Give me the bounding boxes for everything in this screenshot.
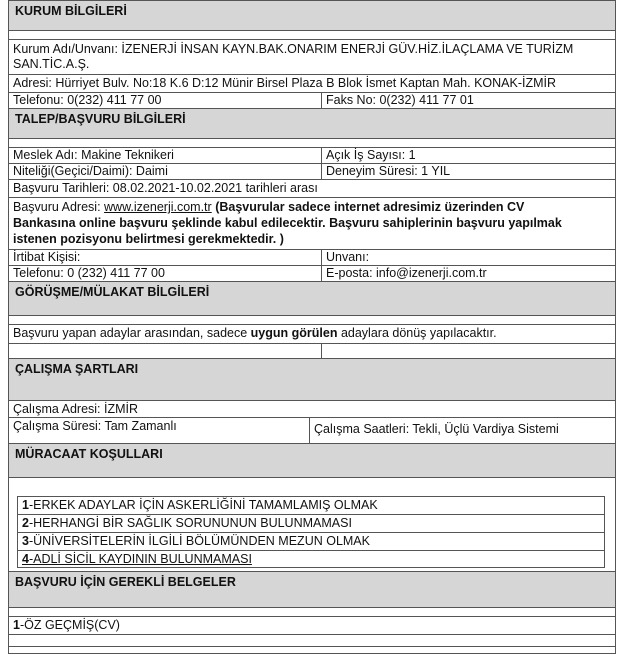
belge-num: 1 xyxy=(13,618,20,632)
calisma-suresi: Çalışma Süresi: Tam Zamanlı xyxy=(13,419,177,433)
kurum-name-row xyxy=(8,39,616,74)
calisma-adresi: Çalışma Adresi: İZMİR xyxy=(13,402,139,416)
spacer-row xyxy=(8,138,616,147)
kurum-phone-row xyxy=(8,92,616,108)
basvuru-adresi-label: Başvuru Adresi: xyxy=(13,200,101,214)
belge-text: -ÖZ GEÇMİŞ(CV) xyxy=(19,618,120,632)
irtibat-row xyxy=(8,249,616,265)
calisma-adres-row xyxy=(8,400,616,417)
basvuru-note-line1: (Başvurular sadece internet adresimiz üzerinden CV xyxy=(215,200,525,214)
gorusme-text-before: Başvuru yapan adaylar arasından, sadece xyxy=(13,326,251,340)
gorusme-text xyxy=(9,325,615,343)
spacer-row xyxy=(8,315,616,324)
meslek-adi: Meslek Adı: Makine Teknikeri xyxy=(13,148,174,162)
kurum-name-line1: Kurum Adı/Unvanı: İZENERJİ İNSAN KAYN.BAK.ONARIM ENERJİ GÜV.HİZ.İLAÇLAMA VE TURİZM xyxy=(13,42,574,56)
kurum-name-line2: SAN.TİC.A.Ş. xyxy=(13,57,90,71)
acik-is-sayisi: Açık İş Sayısı: 1 xyxy=(321,148,615,163)
kurum-fax: Faks No: 0(232) 411 77 01 xyxy=(321,93,615,108)
gorusme-text-bold: uygun görülen xyxy=(250,326,338,340)
belge-item xyxy=(9,617,615,634)
section-header-calisma: ÇALIŞMA ŞARTLARI xyxy=(8,358,616,400)
nitelik-row xyxy=(8,163,616,179)
kurum-name-cell xyxy=(9,40,615,74)
condition-item: 3-ÜNİVERSİTELERİN İLGİLİ BÖLÜMÜNDEN MEZUN OLMAK xyxy=(17,532,605,550)
section-header-gorusme: GÖRÜŞME/MÜLAKAT BİLGİLERİ xyxy=(8,281,616,315)
kurum-address-row xyxy=(8,74,616,92)
tarihler-row xyxy=(8,179,616,197)
calisma-saatleri: Çalışma Saatleri: Tekli, Üçlü Vardiya Sistemi xyxy=(309,418,615,443)
section-header-kurum: KURUM BİLGİLERİ xyxy=(8,0,616,30)
calisma-sure-row xyxy=(8,417,616,443)
telefonu: Telefonu: 0 (232) 411 77 00 xyxy=(13,266,165,280)
condition-item: 4-ADLİ SİCİL KAYDININ BULUNMAMASI xyxy=(17,550,605,568)
meslek-row xyxy=(8,147,616,163)
unvani: Unvanı: xyxy=(321,250,615,265)
basvuru-note-line2: Bankasına online başvuru şeklinde kabul edilecektir. Başvuru sahiplerinin başvuru yapılmak xyxy=(13,216,562,230)
gorusme-text-after: adaylara dönüş yapılacaktır. xyxy=(337,326,497,340)
condition-item: 1-ERKEK ADAYLAR İÇİN ASKERLİĞİNİ TAMAMLAMIŞ OLMAK xyxy=(17,496,605,514)
spacer-row xyxy=(8,30,616,39)
section-header-muracaat: MÜRACAAT KOŞULLARI xyxy=(8,443,616,477)
kurum-phone: Telefonu: 0(232) 411 77 00 xyxy=(13,93,162,107)
job-posting-form xyxy=(8,0,616,654)
spacer-row xyxy=(8,646,616,654)
basvuru-adresi-link[interactable]: www.izenerji.com.tr xyxy=(104,200,212,214)
basvuru-adresi-cell xyxy=(9,198,615,249)
belge-row xyxy=(8,616,616,634)
iletisim-row xyxy=(8,265,616,281)
section-header-belgeler: BAŞVURU İÇİN GEREKLİ BELGELER xyxy=(8,571,616,607)
irtibat-kisisi: İrtibat Kişisi: xyxy=(13,250,81,264)
kurum-address: Adresi: Hürriyet Bulv. No:18 K.6 D:12 Münir Birsel Plaza B Blok İsmet Kaptan Mah. KONAK-İZMİR xyxy=(13,76,557,90)
gorusme-text-row xyxy=(8,324,616,343)
basvuru-note-line3: istenen pozisyonu belirtmesi gerekmektedir. ) xyxy=(13,232,284,246)
spacer-row xyxy=(8,607,616,616)
basvuru-adresi-row xyxy=(8,197,616,249)
section-header-talep: TALEP/BAŞVURU BİLGİLERİ xyxy=(8,108,616,138)
deneyim-suresi: Deneyim Süresi: 1 YIL xyxy=(321,164,615,179)
condition-item: 2-HERHANGİ BİR SAĞLIK SORUNUNUN BULUNMAMASI xyxy=(17,514,605,532)
basvuru-tarihleri: Başvuru Tarihleri: 08.02.2021-10.02.2021 tarihleri arası xyxy=(13,181,318,195)
empty-cell xyxy=(9,344,321,358)
muracaat-list xyxy=(8,477,616,571)
gorusme-empty-row xyxy=(8,343,616,358)
e-posta: E-posta: info@izenerji.com.tr xyxy=(321,266,615,281)
spacer-row xyxy=(8,634,616,646)
nitelik: Niteliği(Geçici/Daimi): Daimi xyxy=(13,164,168,178)
empty-cell xyxy=(321,344,615,358)
